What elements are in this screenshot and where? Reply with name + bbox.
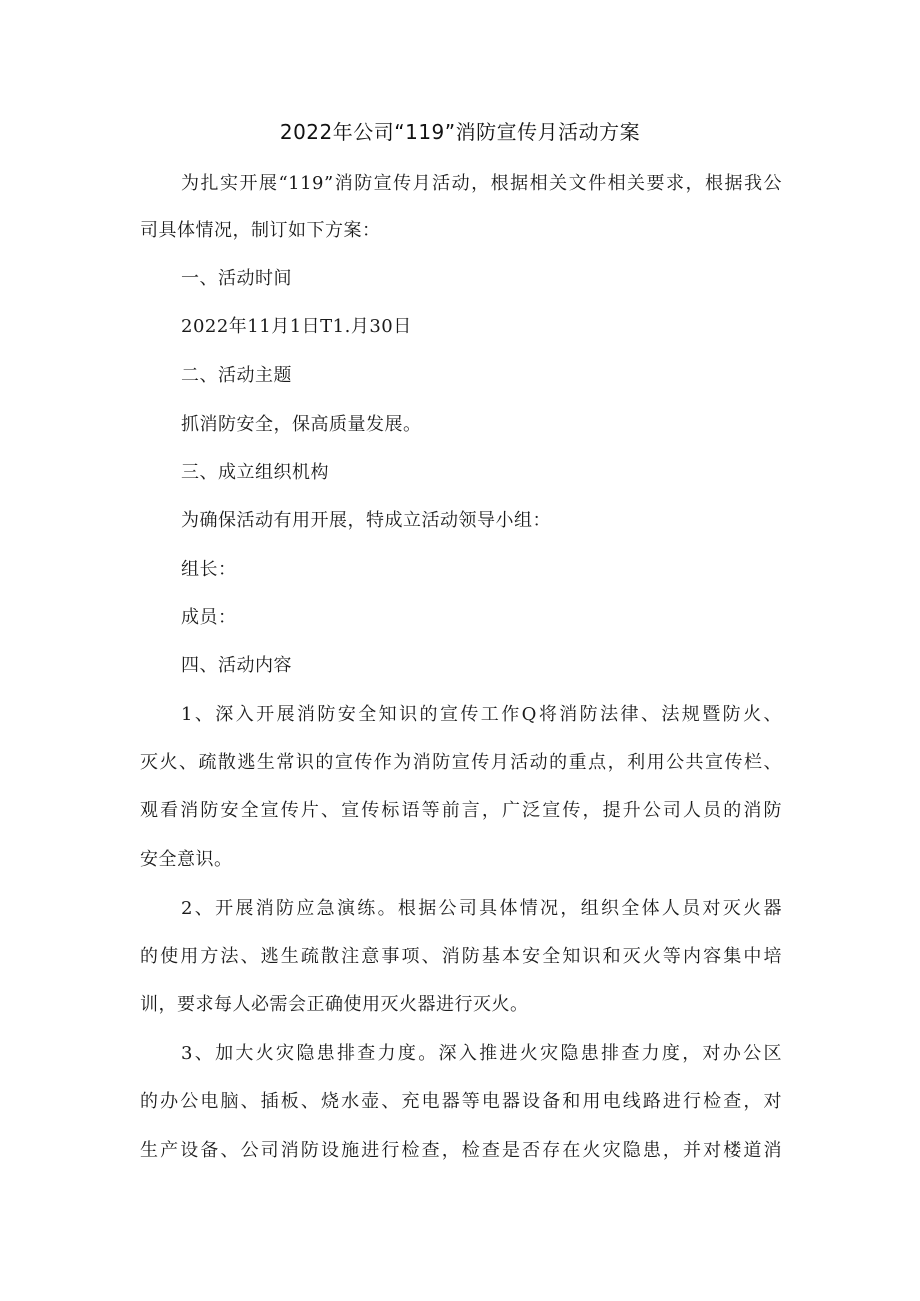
item-3-line-3: 生产设备、公司消防设施进行检查，检查是否存在火灾隐患，并对楼道消	[140, 1140, 782, 1161]
item-1-line-3: 观看消防安全宣传片、宣传标语等前言，广泛宣传，提升公司人员的消防	[140, 800, 782, 821]
activity-theme-text: 抓消防安全，保高质量发展。	[181, 414, 422, 435]
item-1-line-2: 灭火、疏散逃生常识的宣传作为消防宣传月活动的重点，利用公共宣传栏、	[140, 752, 782, 773]
item-2-line-1: 2、开展消防应急演练。根据公司具体情况，组织全体人员对灭火器	[181, 898, 782, 919]
section-1-heading: 一、活动时间	[181, 268, 292, 289]
section-2-heading: 二、活动主题	[181, 365, 292, 386]
activity-time-text: 2022年11月1日T1.月30日	[181, 316, 412, 337]
group-leader-label: 组长：	[181, 559, 237, 580]
organization-text: 为确保活动有用开展，特成立活动领导小组：	[181, 510, 551, 531]
intro-line-2: 司具体情况，制订如下方案：	[140, 220, 381, 241]
intro-line-1: 为扎实开展“119”消防宣传月活动，根据相关文件相关要求，根据我公	[181, 173, 782, 194]
group-members-label: 成员：	[181, 607, 237, 628]
item-2-line-2: 的使用方法、逃生疏散注意事项、消防基本安全知识和灭火等内容集中培	[140, 946, 782, 967]
item-3-line-2: 的办公电脑、插板、烧水壶、充电器等电器设备和用电线路进行检查，对	[140, 1091, 782, 1112]
section-4-heading: 四、活动内容	[181, 655, 292, 676]
item-1-line-1: 1、深入开展消防安全知识的宣传工作Q将消防法律、法规暨防火、	[181, 704, 782, 725]
section-3-heading: 三、成立组织机构	[181, 462, 329, 483]
item-3-line-1: 3、加大火灾隐患排查力度。深入推进火灾隐患排查力度，对办公区	[181, 1043, 782, 1064]
item-2-line-3: 训，要求每人必需会正确使用灭火器进行灭火。	[140, 994, 529, 1015]
document-title: 2022年公司“119”消防宣传月活动方案	[279, 120, 641, 144]
item-1-line-4: 安全意识。	[140, 849, 233, 870]
